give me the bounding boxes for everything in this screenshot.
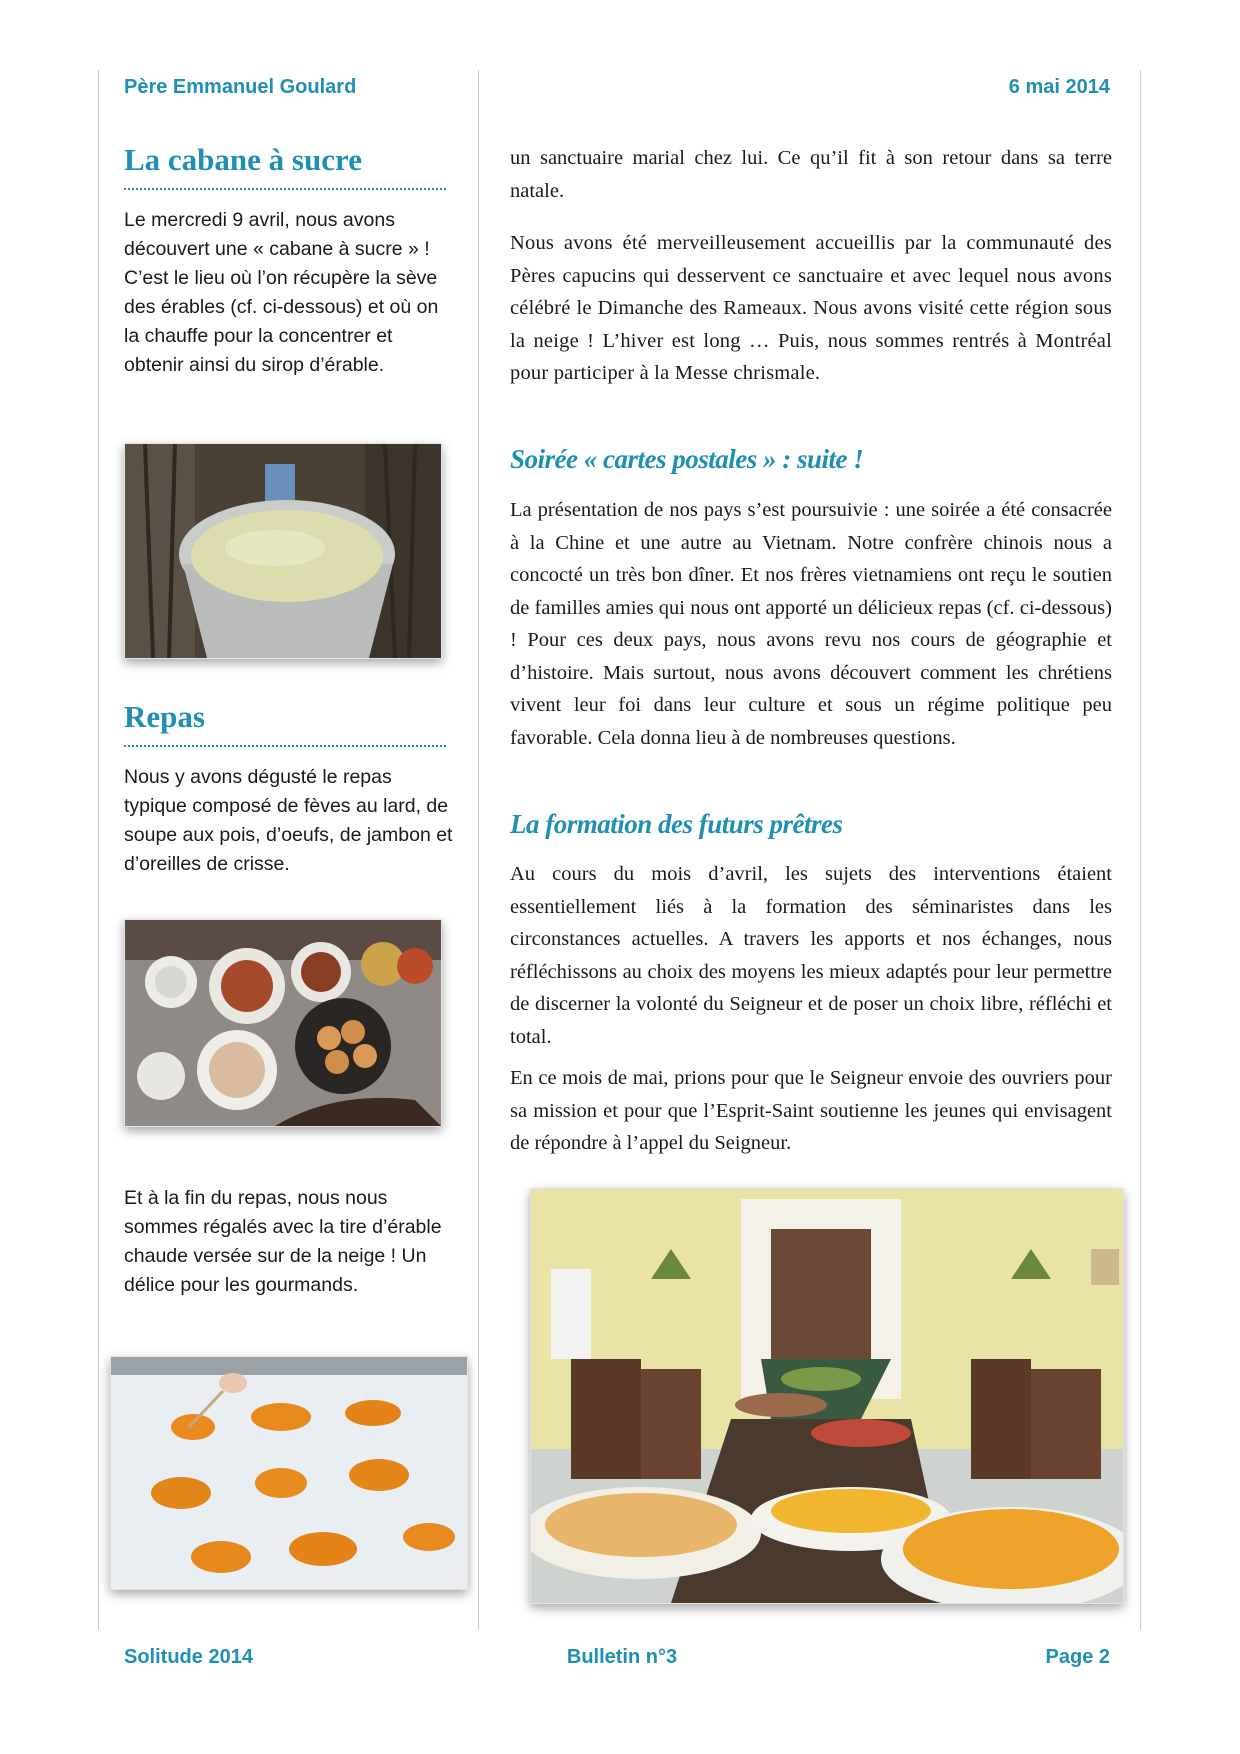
header-date: 6 mai 2014	[1008, 76, 1110, 98]
photo-sap-bucket	[124, 443, 442, 659]
photo-dining-hall	[530, 1188, 1124, 1604]
meal-table-illustration	[125, 920, 441, 1126]
photo-maple-taffy	[110, 1356, 468, 1590]
sap-bucket-illustration	[125, 444, 441, 658]
maple-taffy-illustration	[111, 1357, 467, 1589]
page-left-border	[98, 70, 99, 1630]
paragraph-priere: En ce mois de mai, prions pour que le Seigneur envoie des ouvriers pour sa mission et pour que l’Esprit-Saint soutienne les jeunes qui envisagent de répondre à l’appel du Seigneur.	[510, 1067, 1112, 1154]
paragraph-formation: Au cours du mois d’avril, les sujets des interventions étaient essentiellement liés à la formation des séminaristes dans les circonstances actuelles. A travers les apports et nos échanges, nous réfléchissons au choix des moyens les mieux adaptés pour leur permettre de discerner la volonté du Seigneur et de poser un choix libre, réfléchi et total.	[510, 863, 1112, 1048]
cabane-text: Le mercredi 9 avril, nous avons découvert une « cabane à sucre » ! C’est le lieu où l’on récupère la sève des érables (cf. ci-dessous) et où on la chauffe pour la concentrer et obtenir ainsi du sirop d’érable.	[124, 209, 439, 376]
section-title-formation: La formation des futurs prêtres	[510, 809, 843, 839]
page-right-border	[1140, 70, 1141, 1630]
section-title-soiree: Soirée « cartes postales » : suite !	[510, 444, 864, 474]
column-divider	[478, 70, 479, 1630]
photo-meal-table	[124, 919, 442, 1127]
dining-hall-illustration	[531, 1189, 1123, 1603]
footer-center: Bulletin n°3	[566, 1646, 678, 1668]
header-author: Père Emmanuel Goulard	[124, 76, 357, 98]
paragraph-soiree: La présentation de nos pays s’est poursuivie : une soirée a été consacrée à la Chine et une autre au Vietnam. Notre confrère chinois nous a concocté un très bon dîner. Et nos frères vietnamiens ont reçu le soutien de familles amies qui nous ont apporté un délicieux repas (cf. ci-dessous) ! Pour ces deux pays, nous avons revu nos cours de géographie et d’histoire. Mais surtout, nous avons découvert comment les chrétiens vivent leur foi dans leur culture et sous un régime politique peu favorable. Cela donna lieu à de nombreuses questions.	[510, 499, 1112, 749]
dessert-text: Et à la fin du repas, nous nous sommes régalés avec la tire d’érable chaude versée sur de la neige ! Un délice pour les gourmands.	[124, 1187, 442, 1296]
section-title-repas: Repas	[124, 699, 446, 747]
paragraph-accueil: Nous avons été merveilleusement accueillis par la communauté des Pères capucins qui desservent ce sanctuaire et avec lequel nous avons célébré le Dimanche des Rameaux. Nous avons visité cette région sous la neige ! L’hiver est long … Puis, nous sommes rentrés à Montréal pour participer à la Messe chrismale.	[510, 232, 1112, 384]
repas-text: Nous y avons dégusté le repas typique composé de fèves au lard, de soupe aux pois, d’oeufs, de jambon et d’oreilles de crisse.	[124, 766, 453, 875]
footer-page-number: Page 2	[1045, 1646, 1110, 1668]
section-title-cabane: La cabane à sucre	[124, 142, 446, 190]
footer-left: Solitude 2014	[124, 1646, 253, 1668]
paragraph-sanctuaire: un sanctuaire marial chez lui. Ce qu’il fit à son retour dans sa terre natale.	[510, 147, 1112, 202]
